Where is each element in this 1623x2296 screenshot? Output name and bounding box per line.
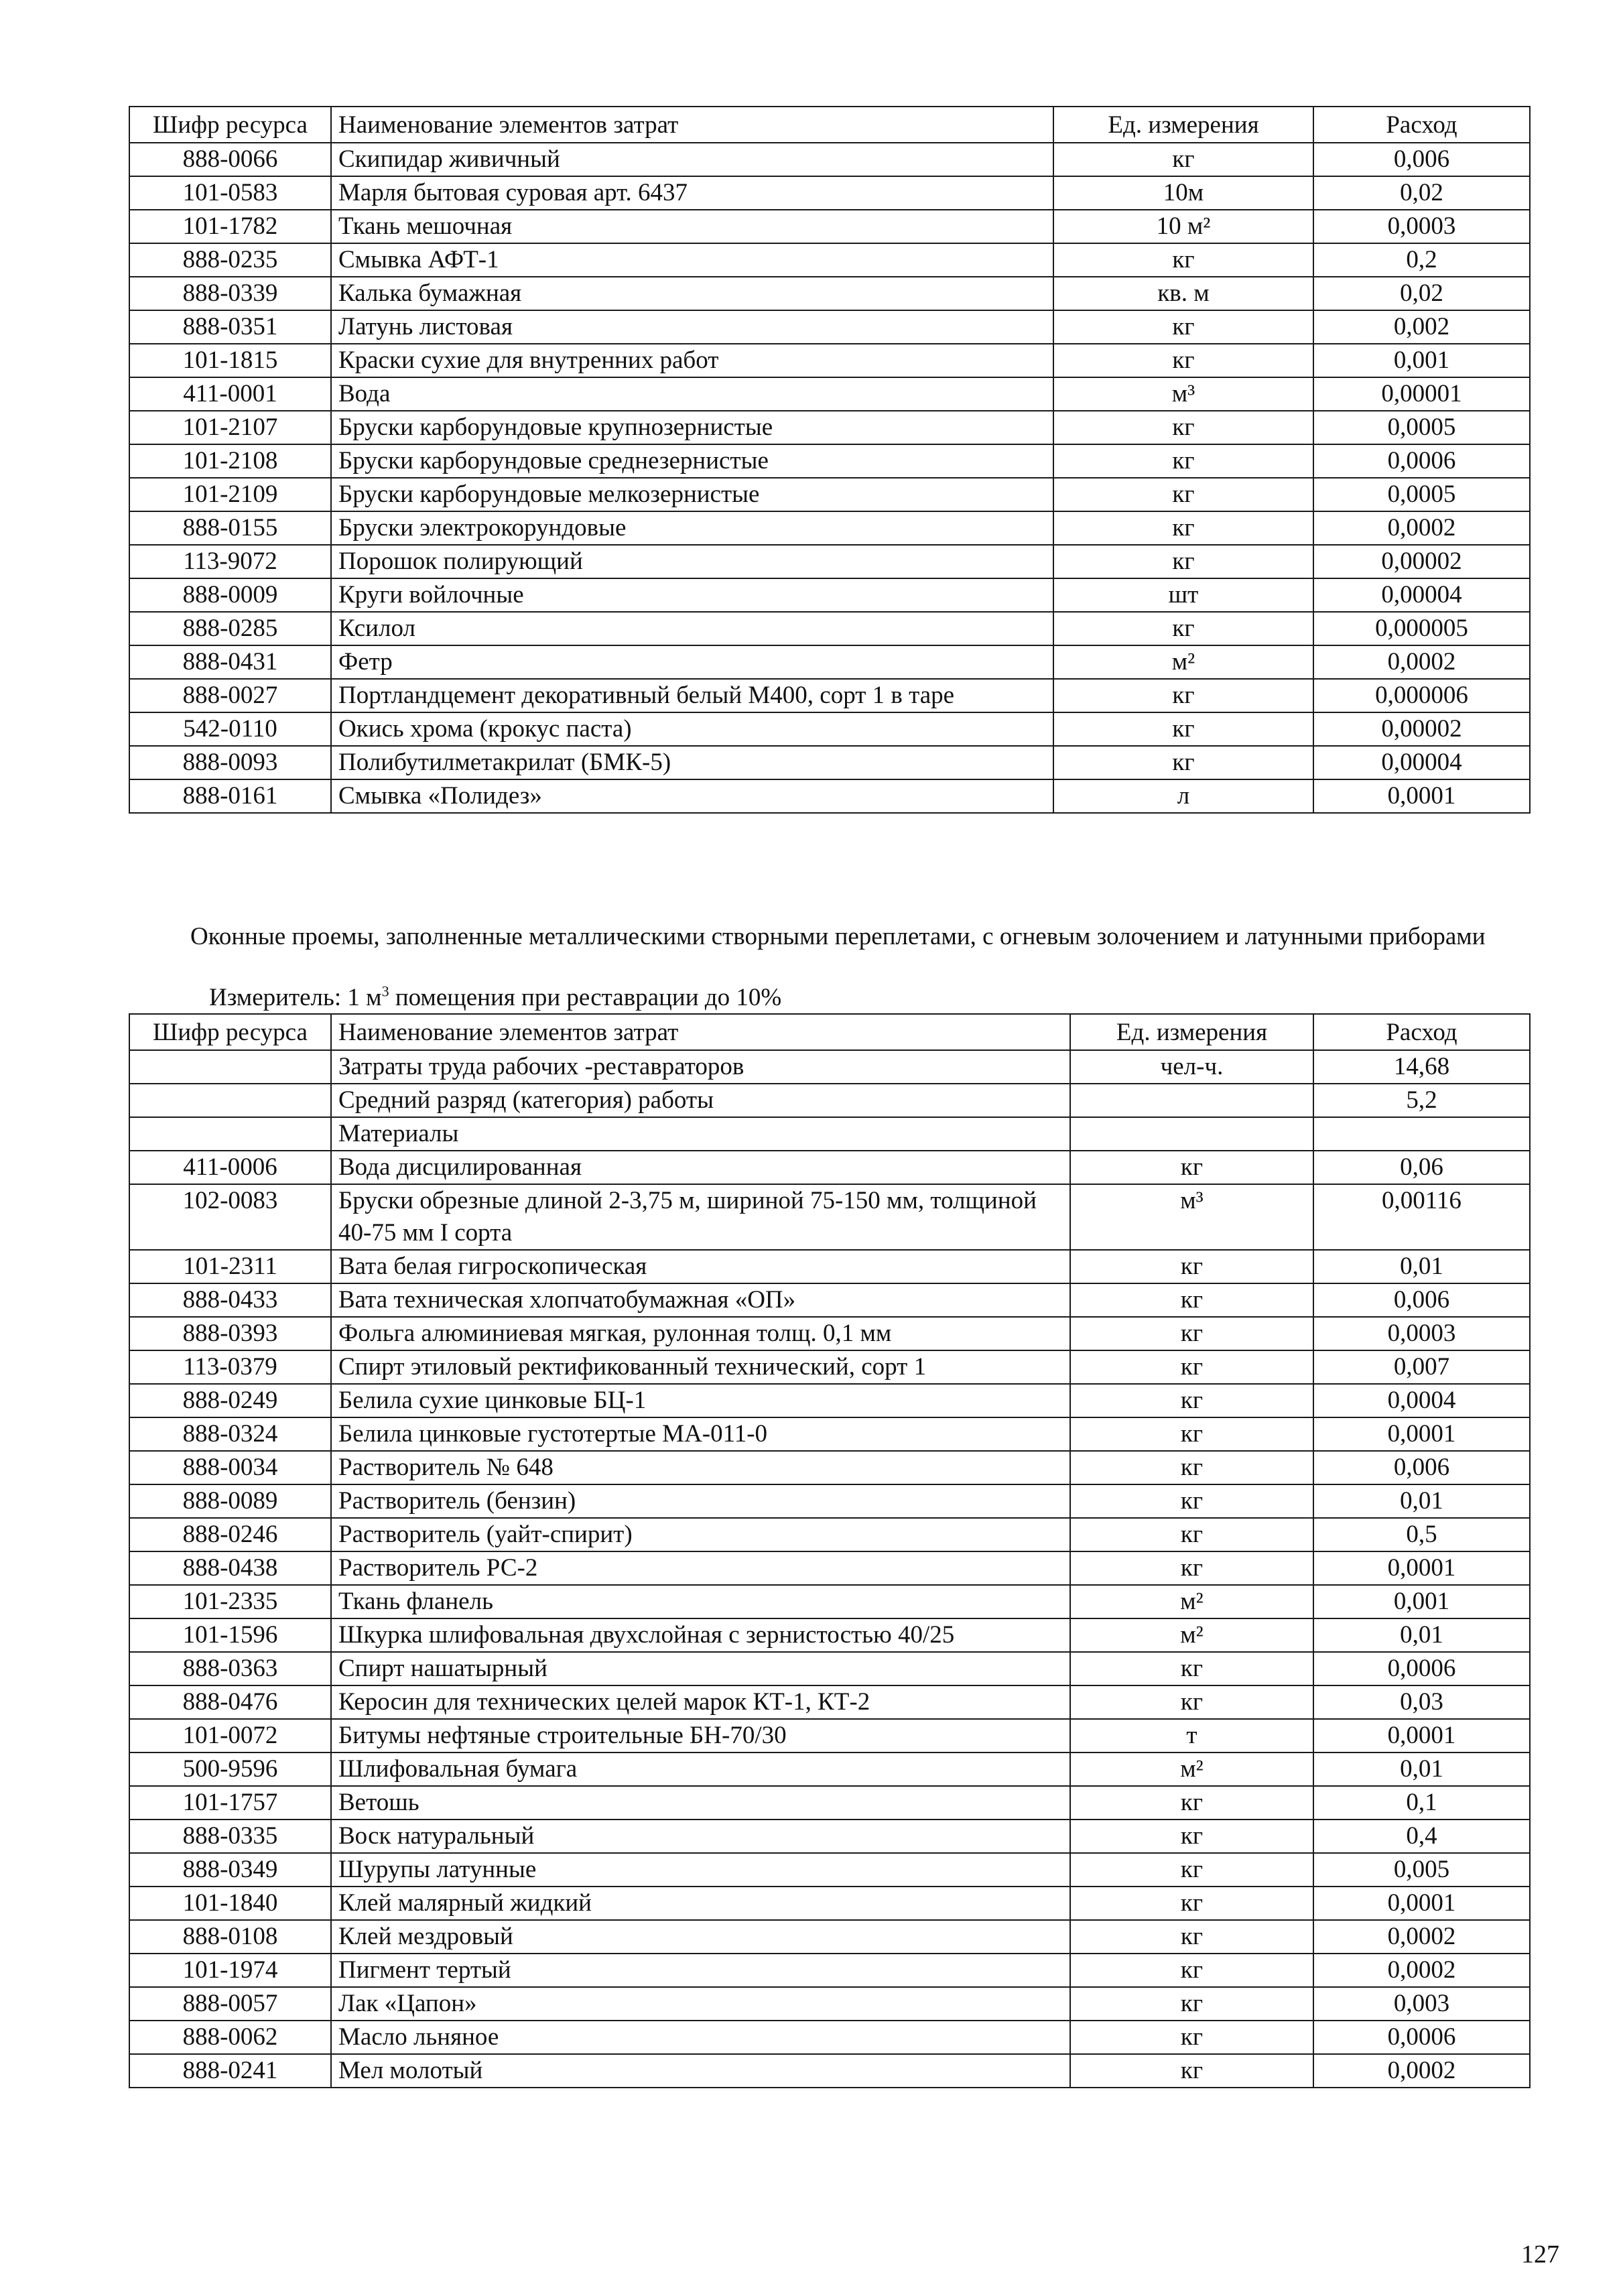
section-meter xyxy=(209,982,1482,1013)
cell-unit: кг xyxy=(1070,1853,1313,1887)
table-row xyxy=(129,176,1530,210)
cell-name: Ветошь xyxy=(331,1786,1070,1820)
cell-code: 888-0431 xyxy=(129,645,331,679)
cell-unit: м² xyxy=(1070,1585,1313,1618)
meter-suffix: помещения при реставрации до 10% xyxy=(389,984,782,1011)
table-row xyxy=(129,344,1530,377)
table-row xyxy=(129,1820,1530,1853)
table-row xyxy=(129,645,1530,679)
cell-qty: 0,03 xyxy=(1313,1685,1530,1719)
cell-code: 888-0093 xyxy=(129,746,331,779)
cell-name: Средний разряд (категория) работы xyxy=(331,1084,1070,1117)
cell-name: Портландцемент декоративный белый М400, сорт 1 в таре xyxy=(331,679,1053,712)
cell-qty: 0,06 xyxy=(1313,1151,1530,1184)
cell-qty: 0,0004 xyxy=(1313,1384,1530,1417)
table-row xyxy=(129,1685,1530,1719)
cell-code: 101-1974 xyxy=(129,1954,331,1987)
cell-unit: кг xyxy=(1070,1954,1313,1987)
header-code: Шифр ресурса xyxy=(129,107,331,143)
cell-code: 101-2311 xyxy=(129,1250,331,1283)
table-row xyxy=(129,243,1530,277)
table-row xyxy=(129,1786,1530,1820)
cell-unit: кг xyxy=(1070,1283,1313,1317)
table-row xyxy=(129,1585,1530,1618)
cell-name: Фетр xyxy=(331,645,1053,679)
table-header-row xyxy=(129,1014,1530,1050)
cell-qty: 0,0001 xyxy=(1313,1551,1530,1585)
cell-name: Порошок полирующий xyxy=(331,545,1053,578)
table-row xyxy=(129,1954,1530,1987)
resource-table-2-body xyxy=(129,1014,1530,2088)
cell-name: Клей мездровый xyxy=(331,1920,1070,1954)
table-row xyxy=(129,143,1530,176)
resource-table-1-body xyxy=(129,107,1530,813)
cell-unit: кг xyxy=(1053,411,1313,444)
cell-code: 500-9596 xyxy=(129,1752,331,1786)
cell-code: 888-0335 xyxy=(129,1820,331,1853)
cell-unit xyxy=(1070,1117,1313,1151)
cell-name: Спирт нашатырный xyxy=(331,1652,1070,1685)
cell-unit: т xyxy=(1070,1719,1313,1752)
cell-qty: 0,0003 xyxy=(1313,1317,1530,1350)
cell-qty: 0,0001 xyxy=(1313,1417,1530,1451)
table-row xyxy=(129,310,1530,344)
cell-qty: 0,01 xyxy=(1313,1250,1530,1283)
header-unit: Ед. измерения xyxy=(1070,1014,1313,1050)
resource-table-2 xyxy=(129,1013,1531,2088)
cell-code: 888-0066 xyxy=(129,143,331,176)
cell-name: Затраты труда рабочих -реставраторов xyxy=(331,1050,1070,1084)
cell-qty: 0,002 xyxy=(1313,310,1530,344)
cell-code: 411-0006 xyxy=(129,1151,331,1184)
cell-unit: кг xyxy=(1053,712,1313,746)
cell-name: Фольга алюминиевая мягкая, рулонная толщ. 0,1 мм xyxy=(331,1317,1070,1350)
cell-unit: кг xyxy=(1070,1384,1313,1417)
cell-qty: 0,001 xyxy=(1313,344,1530,377)
cell-code: 888-0351 xyxy=(129,310,331,344)
cell-code: 101-2108 xyxy=(129,444,331,478)
cell-unit: кг xyxy=(1070,1920,1313,1954)
cell-code: 888-0241 xyxy=(129,2054,331,2088)
table-row xyxy=(129,511,1530,545)
cell-qty: 0,5 xyxy=(1313,1518,1530,1551)
cell-unit: м² xyxy=(1053,645,1313,679)
cell-name: Скипидар живичный xyxy=(331,143,1053,176)
cell-qty: 0,00002 xyxy=(1313,545,1530,578)
table-row xyxy=(129,1151,1530,1184)
cell-unit: кг xyxy=(1070,1551,1313,1585)
cell-code: 888-0438 xyxy=(129,1551,331,1585)
cell-qty: 0,0002 xyxy=(1313,645,1530,679)
cell-code: 101-2335 xyxy=(129,1585,331,1618)
cell-qty xyxy=(1313,1117,1530,1151)
cell-qty: 0,0006 xyxy=(1313,2021,1530,2054)
cell-code: 888-0027 xyxy=(129,679,331,712)
table-row xyxy=(129,1184,1530,1250)
cell-qty: 0,000006 xyxy=(1313,679,1530,712)
cell-name: Растворитель № 648 xyxy=(331,1451,1070,1484)
table-header-row xyxy=(129,107,1530,143)
cell-qty: 0,00116 xyxy=(1313,1184,1530,1250)
cell-unit: кг xyxy=(1053,511,1313,545)
cell-code: 888-0393 xyxy=(129,1317,331,1350)
table-row xyxy=(129,746,1530,779)
cell-name: Вода дисцилированная xyxy=(331,1151,1070,1184)
cell-qty: 0,00001 xyxy=(1313,377,1530,411)
table-row xyxy=(129,1250,1530,1283)
cell-unit: кг xyxy=(1053,310,1313,344)
table-row xyxy=(129,1853,1530,1887)
cell-qty: 0,003 xyxy=(1313,1987,1530,2021)
cell-name: Калька бумажная xyxy=(331,277,1053,310)
cell-qty: 0,007 xyxy=(1313,1350,1530,1384)
cell-unit: кг xyxy=(1070,1987,1313,2021)
cell-code: 888-0062 xyxy=(129,2021,331,2054)
cell-qty: 0,00002 xyxy=(1313,712,1530,746)
cell-qty: 0,02 xyxy=(1313,176,1530,210)
table-row xyxy=(129,444,1530,478)
cell-name: Белила сухие цинковые БЦ-1 xyxy=(331,1384,1070,1417)
cell-code: 113-0379 xyxy=(129,1350,331,1384)
cell-name: Окись хрома (крокус паста) xyxy=(331,712,1053,746)
cell-unit: кг xyxy=(1053,746,1313,779)
cell-unit: кг xyxy=(1070,1652,1313,1685)
header-name: Наименование элементов затрат xyxy=(331,1014,1070,1050)
table-row xyxy=(129,210,1530,243)
cell-unit: кг xyxy=(1070,1451,1313,1484)
resource-table-1 xyxy=(129,106,1531,814)
cell-name: Смывка «Полидез» xyxy=(331,779,1053,813)
cell-unit: кг xyxy=(1070,1484,1313,1518)
cell-unit: кг xyxy=(1070,1417,1313,1451)
cell-name: Шкурка шлифовальная двухслойная с зернистостью 40/25 xyxy=(331,1618,1070,1652)
cell-name: Растворитель (бензин) xyxy=(331,1484,1070,1518)
cell-unit: кг xyxy=(1053,444,1313,478)
cell-code: 101-2107 xyxy=(129,411,331,444)
cell-name: Бруски карборундовые среднезернистые xyxy=(331,444,1053,478)
cell-unit: кг xyxy=(1070,1820,1313,1853)
cell-qty: 0,0001 xyxy=(1313,1887,1530,1920)
cell-code: 888-0363 xyxy=(129,1652,331,1685)
cell-name: Спирт этиловый ректификованный технический, сорт 1 xyxy=(331,1350,1070,1384)
cell-code: 888-0057 xyxy=(129,1987,331,2021)
cell-name: Керосин для технических целей марок КТ-1, КТ-2 xyxy=(331,1685,1070,1719)
table-row xyxy=(129,1719,1530,1752)
cell-unit: кг xyxy=(1053,679,1313,712)
cell-qty: 0,01 xyxy=(1313,1618,1530,1652)
cell-qty: 0,006 xyxy=(1313,143,1530,176)
cell-qty: 0,00004 xyxy=(1313,746,1530,779)
cell-code: 888-0476 xyxy=(129,1685,331,1719)
table-row xyxy=(129,1518,1530,1551)
table-row xyxy=(129,712,1530,746)
header-code: Шифр ресурса xyxy=(129,1014,331,1050)
cell-name: Лак «Цапон» xyxy=(331,1987,1070,2021)
table-row xyxy=(129,1050,1530,1084)
cell-code: 888-0009 xyxy=(129,578,331,612)
cell-code: 888-0246 xyxy=(129,1518,331,1551)
cell-qty: 0,0003 xyxy=(1313,210,1530,243)
cell-unit: кг xyxy=(1070,1786,1313,1820)
cell-code: 888-0034 xyxy=(129,1451,331,1484)
cell-name: Растворитель (уайт-спирит) xyxy=(331,1518,1070,1551)
cell-code: 102-0083 xyxy=(129,1184,331,1250)
cell-name: Шурупы латунные xyxy=(331,1853,1070,1887)
cell-unit: м² xyxy=(1070,1752,1313,1786)
table-row xyxy=(129,2021,1530,2054)
cell-unit: м² xyxy=(1070,1618,1313,1652)
cell-qty: 0,0002 xyxy=(1313,511,1530,545)
cell-qty: 0,001 xyxy=(1313,1585,1530,1618)
cell-name: Латунь листовая xyxy=(331,310,1053,344)
cell-name: Бруски карборундовые мелкозернистые xyxy=(331,478,1053,511)
table-row xyxy=(129,1987,1530,2021)
cell-code: 101-0583 xyxy=(129,176,331,210)
cell-unit: чел-ч. xyxy=(1070,1050,1313,1084)
cell-qty: 0,01 xyxy=(1313,1752,1530,1786)
cell-unit: м³ xyxy=(1053,377,1313,411)
table-row xyxy=(129,1283,1530,1317)
cell-name: Полибутилметакрилат (БМК-5) xyxy=(331,746,1053,779)
cell-unit: кг xyxy=(1053,612,1313,645)
cell-unit: кг xyxy=(1070,1151,1313,1184)
cell-qty: 0,01 xyxy=(1313,1484,1530,1518)
cell-qty: 0,2 xyxy=(1313,243,1530,277)
cell-unit: кг xyxy=(1070,1350,1313,1384)
cell-code: 888-0433 xyxy=(129,1283,331,1317)
cell-code: 101-1596 xyxy=(129,1618,331,1652)
cell-unit: кг xyxy=(1053,344,1313,377)
cell-qty: 0,0006 xyxy=(1313,444,1530,478)
cell-name: Растворитель РС-2 xyxy=(331,1551,1070,1585)
table-row xyxy=(129,1920,1530,1954)
cell-code: 888-0155 xyxy=(129,511,331,545)
cell-name: Бруски обрезные длиной 2-3,75 м, шириной 75-150 мм, толщиной 40-75 мм I сорта xyxy=(331,1184,1070,1250)
cell-name: Краски сухие для внутренних работ xyxy=(331,344,1053,377)
table-row xyxy=(129,478,1530,511)
cell-code: 411-0001 xyxy=(129,377,331,411)
cell-name: Ксилол xyxy=(331,612,1053,645)
cell-unit: кг xyxy=(1053,478,1313,511)
page-number: 127 xyxy=(1521,2240,1559,2269)
table-row xyxy=(129,1117,1530,1151)
cell-name: Смывка АФТ-1 xyxy=(331,243,1053,277)
cell-name: Белила цинковые густотертые МА-011-0 xyxy=(331,1417,1070,1451)
table-row xyxy=(129,1551,1530,1585)
cell-code: 888-0089 xyxy=(129,1484,331,1518)
cell-code: 888-0235 xyxy=(129,243,331,277)
cell-name: Клей малярный жидкий xyxy=(331,1887,1070,1920)
cell-unit: кг xyxy=(1070,1685,1313,1719)
cell-unit: 10м xyxy=(1053,176,1313,210)
cell-name: Вата белая гигроскопическая xyxy=(331,1250,1070,1283)
cell-code: 888-0349 xyxy=(129,1853,331,1887)
table-row xyxy=(129,1317,1530,1350)
cell-code: 101-1782 xyxy=(129,210,331,243)
cell-qty: 0,1 xyxy=(1313,1786,1530,1820)
header-unit: Ед. измерения xyxy=(1053,107,1313,143)
cell-qty: 5,2 xyxy=(1313,1084,1530,1117)
cell-name: Мел молотый xyxy=(331,2054,1070,2088)
header-qty: Расход xyxy=(1313,1014,1530,1050)
cell-name: Битумы нефтяные строительные БН-70/30 xyxy=(331,1719,1070,1752)
table-row xyxy=(129,377,1530,411)
table-row xyxy=(129,779,1530,813)
table-row xyxy=(129,1417,1530,1451)
cell-unit: 10 м² xyxy=(1053,210,1313,243)
meter-prefix: Измеритель: 1 м xyxy=(209,984,382,1011)
table-row xyxy=(129,1887,1530,1920)
cell-unit: кг xyxy=(1070,1317,1313,1350)
cell-qty: 0,005 xyxy=(1313,1853,1530,1887)
cell-name: Бруски карборундовые крупнозернистые xyxy=(331,411,1053,444)
cell-qty: 0,0005 xyxy=(1313,478,1530,511)
cell-unit: кг xyxy=(1053,243,1313,277)
table-row xyxy=(129,1350,1530,1384)
cell-name: Шлифовальная бумага xyxy=(331,1752,1070,1786)
table-row xyxy=(129,2054,1530,2088)
cell-code: 888-0339 xyxy=(129,277,331,310)
cell-code: 101-1815 xyxy=(129,344,331,377)
cell-unit: кг xyxy=(1053,545,1313,578)
cell-qty: 14,68 xyxy=(1313,1050,1530,1084)
cell-qty: 0,006 xyxy=(1313,1451,1530,1484)
cell-unit: шт xyxy=(1053,578,1313,612)
table-row xyxy=(129,1484,1530,1518)
cell-code: 888-0324 xyxy=(129,1417,331,1451)
table-row xyxy=(129,1752,1530,1786)
cell-qty: 0,0005 xyxy=(1313,411,1530,444)
cell-qty: 0,0006 xyxy=(1313,1652,1530,1685)
cell-code: 101-1840 xyxy=(129,1887,331,1920)
cell-code: 888-0249 xyxy=(129,1384,331,1417)
cell-unit xyxy=(1070,1084,1313,1117)
cell-unit: кг xyxy=(1070,2054,1313,2088)
cell-name: Ткань фланель xyxy=(331,1585,1070,1618)
table-row xyxy=(129,1652,1530,1685)
cell-qty: 0,0001 xyxy=(1313,779,1530,813)
meter-sup: 3 xyxy=(381,982,389,1000)
cell-code xyxy=(129,1050,331,1084)
cell-name: Материалы xyxy=(331,1117,1070,1151)
cell-unit: л xyxy=(1053,779,1313,813)
cell-unit: кг xyxy=(1053,143,1313,176)
cell-code: 888-0108 xyxy=(129,1920,331,1954)
cell-name: Вода xyxy=(331,377,1053,411)
cell-code xyxy=(129,1117,331,1151)
cell-code xyxy=(129,1084,331,1117)
cell-name: Пигмент тертый xyxy=(331,1954,1070,1987)
cell-name: Бруски электрокорундовые xyxy=(331,511,1053,545)
cell-name: Марля бытовая суровая арт. 6437 xyxy=(331,176,1053,210)
cell-qty: 0,0002 xyxy=(1313,1954,1530,1987)
cell-qty: 0,0002 xyxy=(1313,1920,1530,1954)
table-row xyxy=(129,1451,1530,1484)
cell-code: 542-0110 xyxy=(129,712,331,746)
header-qty: Расход xyxy=(1313,107,1530,143)
cell-qty: 0,0002 xyxy=(1313,2054,1530,2088)
cell-qty: 0,000005 xyxy=(1313,612,1530,645)
table-row xyxy=(129,277,1530,310)
cell-qty: 0,4 xyxy=(1313,1820,1530,1853)
cell-qty: 0,00004 xyxy=(1313,578,1530,612)
cell-name: Масло льняное xyxy=(331,2021,1070,2054)
cell-code: 101-2109 xyxy=(129,478,331,511)
cell-unit: м³ xyxy=(1070,1184,1313,1250)
cell-code: 113-9072 xyxy=(129,545,331,578)
table-row xyxy=(129,411,1530,444)
cell-unit: кг xyxy=(1070,1887,1313,1920)
cell-name: Круги войлочные xyxy=(331,578,1053,612)
table-row xyxy=(129,612,1530,645)
cell-code: 101-1757 xyxy=(129,1786,331,1820)
table-row xyxy=(129,1084,1530,1117)
cell-name: Вата техническая хлопчатобумажная «ОП» xyxy=(331,1283,1070,1317)
table-row xyxy=(129,679,1530,712)
header-name: Наименование элементов затрат xyxy=(331,107,1053,143)
cell-name: Ткань мешочная xyxy=(331,210,1053,243)
cell-qty: 0,0001 xyxy=(1313,1719,1530,1752)
cell-code: 101-0072 xyxy=(129,1719,331,1752)
cell-unit: кв. м xyxy=(1053,277,1313,310)
cell-code: 888-0161 xyxy=(129,779,331,813)
table-row xyxy=(129,1384,1530,1417)
table-row xyxy=(129,545,1530,578)
table-row xyxy=(129,578,1530,612)
table-row xyxy=(129,1618,1530,1652)
cell-qty: 0,02 xyxy=(1313,277,1530,310)
cell-qty: 0,006 xyxy=(1313,1283,1530,1317)
cell-name: Воск натуральный xyxy=(331,1820,1070,1853)
cell-unit: кг xyxy=(1070,1518,1313,1551)
cell-unit: кг xyxy=(1070,1250,1313,1283)
cell-unit: кг xyxy=(1070,2021,1313,2054)
cell-code: 888-0285 xyxy=(129,612,331,645)
section-title: Оконные проемы, заполненные металлическими створными переплетами, с огневым золочением и латунными приборами xyxy=(190,923,1486,950)
